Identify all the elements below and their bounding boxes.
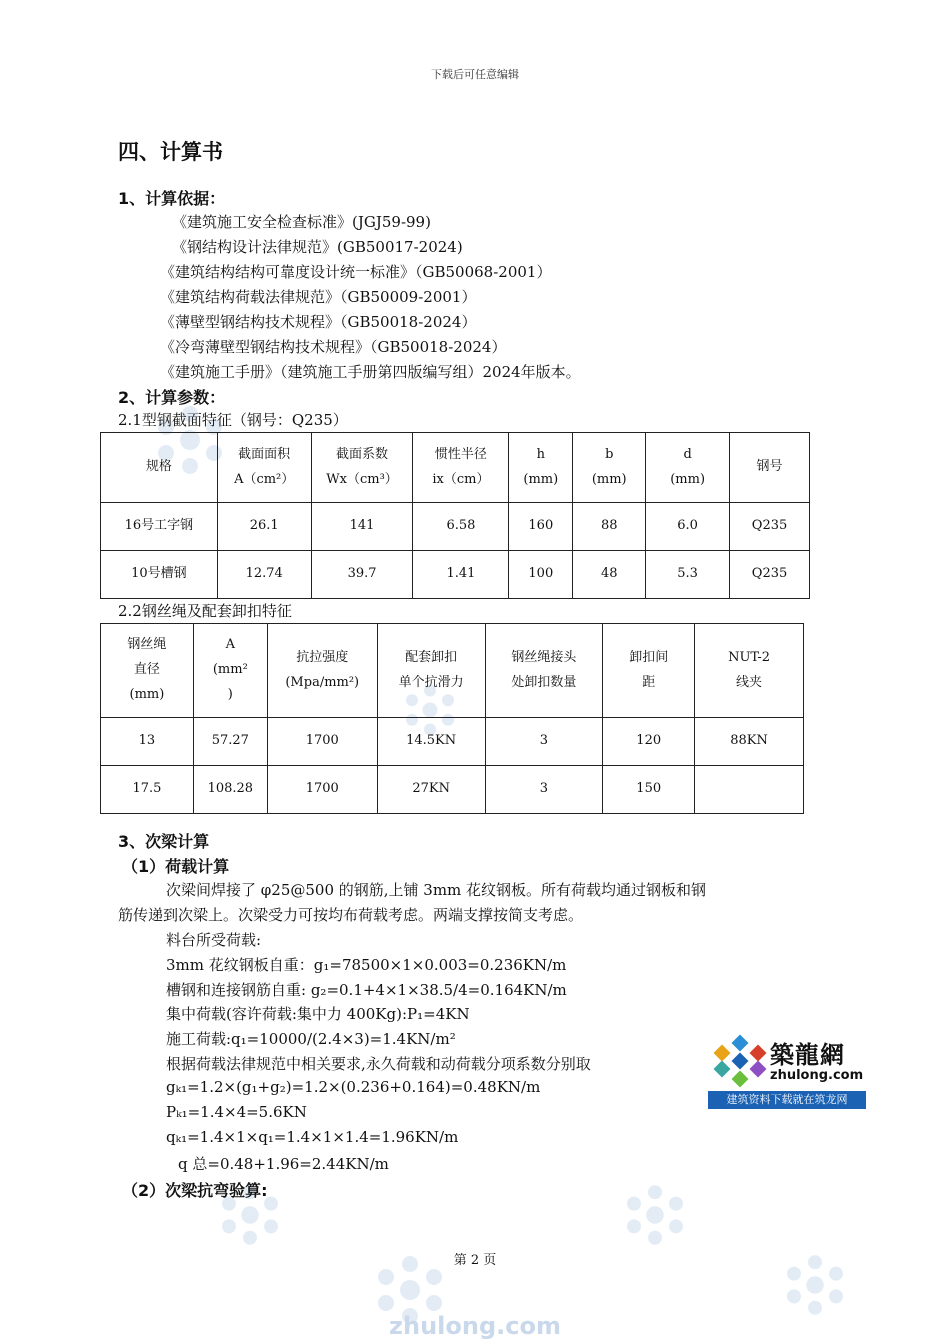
paragraph: 次梁间焊接了 φ25@500 的钢筋,上铺 3mm 花纹钢板。所有荷载均通过钢板和钢 [166, 881, 707, 899]
section2-heading: 2、计算参数： [118, 388, 226, 407]
page-title: 四、计算书 [118, 140, 223, 164]
calc-line: 施工荷载:q₁=10000/(2.4×3)=1.4KN/m² [166, 1030, 456, 1048]
logo-url: zhulong.com [770, 1068, 864, 1083]
table-cell: 150 [603, 766, 695, 814]
table-row [101, 551, 810, 599]
table-cell: 16号工字钢 [101, 503, 218, 551]
table-cell: 120 [603, 718, 695, 766]
paragraph: 筋传递到次梁上。次梁受力可按均布荷载考虑。两端支撑按简支考虑。 [118, 906, 584, 924]
header-cell: 惯性半径 ix（cm） [413, 433, 509, 503]
calc-line: q 总=0.48+1.96=2.44KN/m [178, 1155, 389, 1173]
page-header: 下载后可任意编辑 [431, 68, 519, 81]
calc-line: 集中荷载(容许荷载:集中力 400Kg):P₁=4KN [166, 1005, 470, 1023]
calc-line: 槽钢和连接钢筋自重: g₂=0.1+4×1×38.5/4=0.164KN/m [166, 981, 567, 999]
table-row [101, 503, 810, 551]
table-cell: 6.0 [646, 503, 730, 551]
table-cell: 88 [573, 503, 646, 551]
table1-caption: 2.1型钢截面特征（钢号：Q235） [118, 411, 348, 429]
table-cell: 160 [509, 503, 573, 551]
table-cell: 39.7 [311, 551, 413, 599]
section3-heading: 3、次梁计算 [118, 832, 210, 851]
table-cell: 100 [509, 551, 573, 599]
table-cell: 3 [485, 718, 603, 766]
table-cell: 10号槽钢 [101, 551, 218, 599]
table-header-row [101, 624, 804, 718]
reference-item: 《建筑施工手册》（建筑施工手册第四版编写组）2024年版本。 [160, 363, 581, 381]
zhulong-flake-icon [712, 1033, 768, 1089]
table-cell: 17.5 [101, 766, 194, 814]
table-cell: 13 [101, 718, 194, 766]
table2-caption: 2.2钢丝绳及配套卸扣特征 [118, 602, 292, 620]
header-cell: NUT-2 线夹 [695, 624, 804, 718]
header-cell: h (mm) [509, 433, 573, 503]
header-cell: 配套卸扣 单个抗滑力 [377, 624, 485, 718]
table-cell: 3 [485, 766, 603, 814]
table-row [101, 718, 804, 766]
table-cell: 108.28 [193, 766, 267, 814]
header-cell: 截面面积 A（cm²） [217, 433, 311, 503]
table-cell: 141 [311, 503, 413, 551]
calc-line: gₖ₁=1.2×(g₁+g₂)=1.2×(0.236+0.164)=0.48KN/m [166, 1078, 541, 1096]
logo-slogan: 建筑资料下载就在筑龙网 [708, 1091, 866, 1109]
logo-name: 築龍網 [770, 1040, 845, 1069]
header-cell: A (mm² ) [193, 624, 267, 718]
header-cell: 钢号 [730, 433, 810, 503]
table-cell: 12.74 [217, 551, 311, 599]
table-cell: 6.58 [413, 503, 509, 551]
calc-line: 3mm 花纹钢板自重：g₁=78500×1×0.003=0.236KN/m [166, 956, 567, 974]
table-cell: 48 [573, 551, 646, 599]
header-cell: 截面系数 Wx（cm³） [311, 433, 413, 503]
table-header-row [101, 433, 810, 503]
header-cell: b (mm) [573, 433, 646, 503]
header-cell: 规格 [101, 433, 218, 503]
reference-item: 《薄壁型钢结构技术规程》（GB50018-2024） [160, 313, 477, 331]
table-cell: 57.27 [193, 718, 267, 766]
footer-watermark: zhulong.com [389, 1312, 561, 1340]
header-cell: 卸扣间 距 [603, 624, 695, 718]
load-calc-heading: （1）荷载计算 [122, 857, 230, 876]
calc-line: 料台所受荷载: [166, 931, 262, 949]
table-cell: Q235 [730, 551, 810, 599]
steel-section-table [100, 432, 810, 599]
calc-line: Pₖ₁=1.4×4=5.6KN [166, 1103, 307, 1121]
table-cell: 1700 [267, 718, 377, 766]
table-cell: 26.1 [217, 503, 311, 551]
table-cell: 27KN [377, 766, 485, 814]
table-cell: Q235 [730, 503, 810, 551]
reference-item: 《钢结构设计法律规范》(GB50017-2024) [172, 238, 463, 256]
calc-line: 根据荷载法律规范中相关要求,永久荷载和动荷载分项系数分别取 [166, 1055, 591, 1073]
calc-line: qₖ₁=1.4×1×q₁=1.4×1×1.4=1.96KN/m [166, 1128, 459, 1146]
table-cell: 5.3 [646, 551, 730, 599]
reference-item: 《建筑结构结构可靠度设计统一标准》（GB50068-2001） [160, 263, 552, 281]
reference-item: 《建筑施工安全检查标准》(JGJ59-99) [172, 213, 431, 231]
wire-rope-table [100, 623, 804, 814]
section1-heading: 1、计算依据： [118, 189, 226, 208]
watermark-flake-icon [620, 1180, 690, 1250]
header-cell: 抗拉强度 (Mpa/mm²) [267, 624, 377, 718]
table-cell: 1.41 [413, 551, 509, 599]
reference-item: 《建筑结构荷载法律规范》（GB50009-2001） [160, 288, 477, 306]
header-cell: 钢丝绳接头 处卸扣数量 [485, 624, 603, 718]
zhulong-logo [708, 1031, 866, 1109]
table-row [101, 766, 804, 814]
header-cell: 钢丝绳 直径 (mm) [101, 624, 194, 718]
table-cell [695, 766, 804, 814]
table-cell: 14.5KN [377, 718, 485, 766]
header-cell: d (mm) [646, 433, 730, 503]
table-cell: 1700 [267, 766, 377, 814]
page-number: 第 2 页 [453, 1253, 497, 1268]
table-cell: 88KN [695, 718, 804, 766]
reference-item: 《冷弯薄壁型钢结构技术规程》（GB50018-2024） [160, 338, 507, 356]
bending-check-heading: （2）次梁抗弯验算: [122, 1181, 268, 1200]
